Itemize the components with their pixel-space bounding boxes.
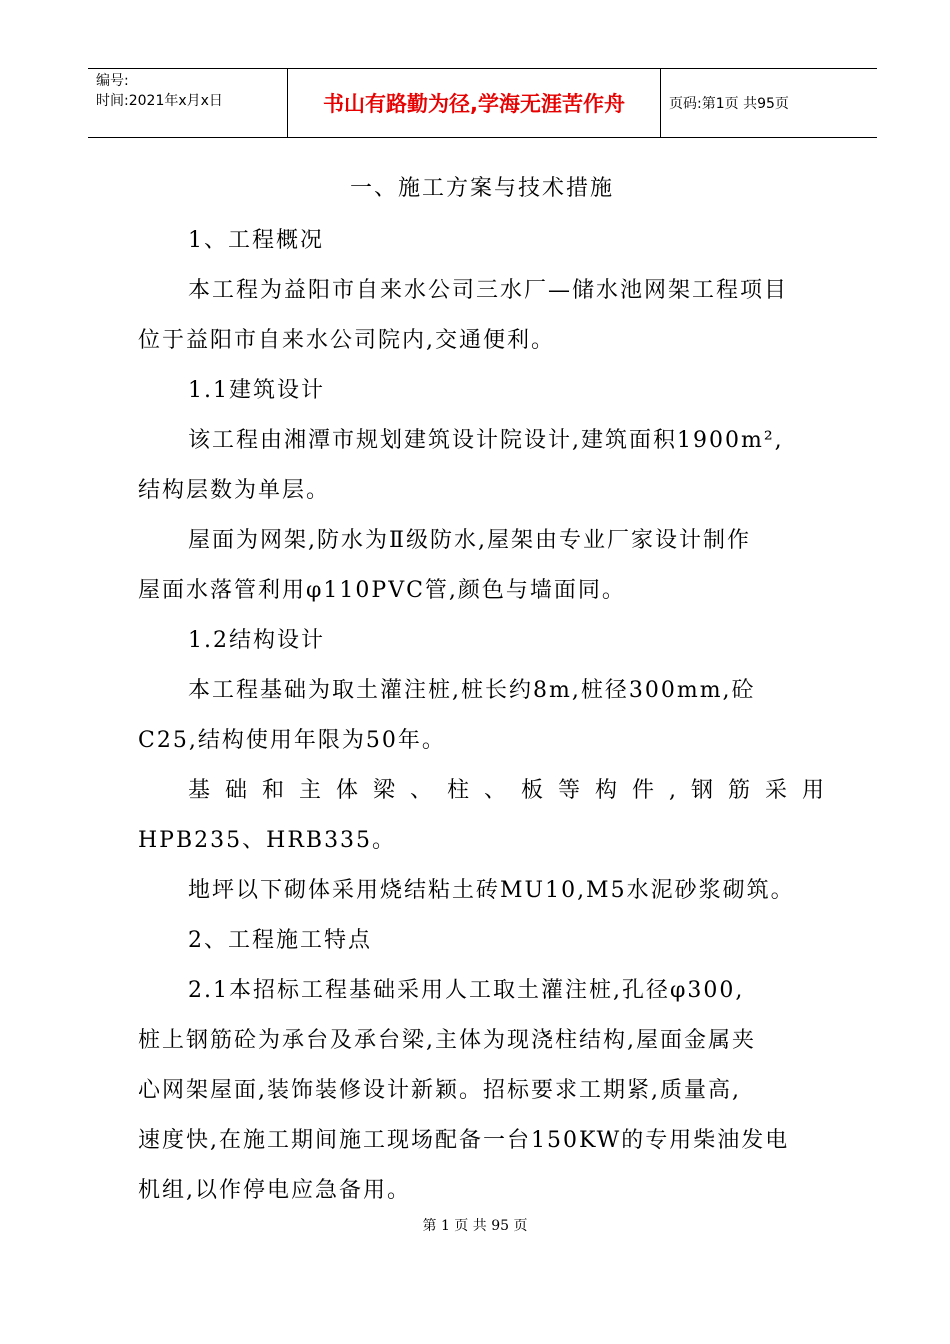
paragraph-line: C25,结构使用年限为50年。 [138,728,446,753]
paragraph-line: 屋面为网架,防水为Ⅱ级防水,屋架由专业厂家设计制作 [188,528,751,553]
doc-time-label: 时间:2021年x月x日 [96,93,223,109]
header-motto: 书山有路勤为径,学海无涯苦作舟 [323,92,625,116]
header-meta-cell [88,69,288,137]
header-page-cell [661,69,877,137]
paragraph-line: 地坪以下砌体采用烧结粘土砖MU10,M5水泥砂浆砌筑。 [188,878,795,903]
paragraph-line: 基础和主体梁、柱、板等构件,钢筋采用 [188,778,826,803]
heading-overview: 1、工程概况 [188,228,324,253]
header-page-info: 页码:第1页 共95页 [669,96,789,112]
section-title: 一、施工方案与技术措施 [349,176,614,201]
paragraph-line: 该工程由湘潭市规划建筑设计院设计,建筑面积1900m², [188,428,784,453]
paragraph-line: 本工程基础为取土灌注桩,桩长约8m,桩径300mm,砼 [188,678,756,703]
paragraph-line: 本工程为益阳市自来水公司三水厂—储水池网架工程项目 [188,278,789,303]
doc-number-label: 编号: [96,73,129,89]
paragraph-line: HPB235、HRB335。 [138,828,397,853]
page-header [88,68,877,138]
heading-features: 2、工程施工特点 [188,928,372,953]
paragraph-line: 桩上钢筋砼为承台及承台梁,主体为现浇柱结构,屋面金属夹 [138,1028,756,1053]
paragraph-line: 心网架屋面,装饰装修设计新颖。招标要求工期紧,质量高, [138,1078,741,1103]
document-body [138,166,826,1216]
paragraph-line: 结构层数为单层。 [138,478,331,503]
paragraph-line: 速度快,在施工期间施工现场配备一台150KW的专用柴油发电 [138,1128,790,1153]
page-footer [0,1215,950,1235]
header-motto-cell [288,69,661,137]
paragraph-line: 位于益阳市自来水公司院内,交通便利。 [138,328,555,353]
paragraph-line: 2.1本招标工程基础采用人工取土灌注桩,孔径φ300, [188,978,745,1003]
footer-page-number: 第 1 页 共 95 页 [422,1218,528,1234]
paragraph-line: 屋面水落管利用φ110PVC管,颜色与墙面同。 [138,578,626,603]
heading-structure: 1.2结构设计 [188,628,325,653]
paragraph-line: 机组,以作停电应急备用。 [138,1178,411,1203]
heading-architecture: 1.1建筑设计 [188,378,325,403]
